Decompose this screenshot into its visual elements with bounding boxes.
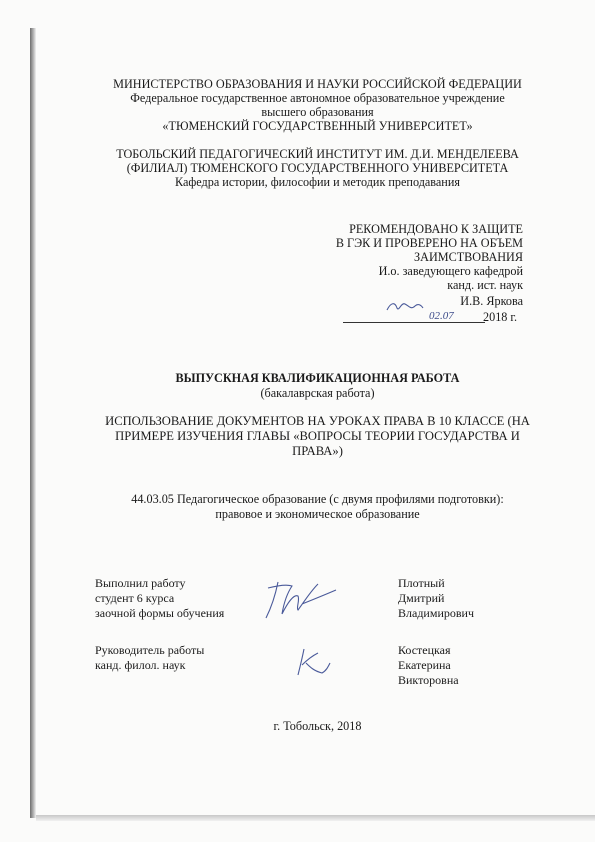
approver-signature-icon: [385, 296, 425, 316]
work-title: ВЫПУСКНАЯ КВАЛИФИКАЦИОННАЯ РАБОТА: [175, 371, 460, 385]
work-subtitle: (бакалаврская работа): [260, 386, 375, 400]
institute-line-2: (ФИЛИАЛ) ТЮМЕНСКОГО ГОСУДАРСТВЕННОГО УНИВЕРСИТЕТА: [126, 161, 509, 175]
institution-type-line-1: Федеральное государственное автономное образовательное учреждение: [130, 91, 505, 105]
author-first-name: Дмитрий: [398, 591, 445, 605]
scan-shadow-left: [30, 28, 36, 818]
program-line-1: 44.03.05 Педагогическое образование (с двумя профилями подготовки):: [131, 492, 504, 506]
program-line-2: правовое и экономическое образование: [215, 507, 420, 521]
topic-line-2: ПРИМЕРЕ ИЗУЧЕНИЯ ГЛАВЫ «ВОПРОСЫ ТЕОРИИ ГОСУДАРСТВА И: [115, 429, 520, 443]
institution-type-line-2: высшего образования: [261, 105, 374, 119]
ministry-title: МИНИСТЕРСТВО ОБРАЗОВАНИЯ И НАУКИ РОССИЙСКОЙ ФЕДЕРАЦИИ: [113, 77, 522, 91]
approval-degree: канд. ист. наук: [447, 278, 523, 292]
approval-handwritten-date: 02.07: [429, 310, 454, 322]
author-label-2: студент 6 курса: [95, 591, 175, 605]
city-year: г. Тобольск, 2018: [273, 719, 362, 733]
author-label-1: Выполнил работу: [95, 576, 186, 590]
author-label-3: заочной формы обучения: [95, 606, 225, 620]
author-signature-icon: [262, 578, 340, 622]
approval-position: И.о. заведующего кафедрой: [378, 264, 523, 278]
supervisor-patronymic: Викторовна: [398, 673, 459, 687]
approval-line-3: ЗАИМСТВОВАНИЯ: [414, 250, 523, 264]
institute-line-1: ТОБОЛЬСКИЙ ПЕДАГОГИЧЕСКИЙ ИНСТИТУТ ИМ. Д.И. МЕНДЕЛЕЕВА: [116, 147, 519, 161]
approval-name: И.В. Яркова: [460, 294, 523, 308]
supervisor-label-2: канд. филол. наук: [95, 658, 186, 672]
supervisor-first-name: Екатерина: [398, 658, 451, 672]
author-patronymic: Владимирович: [398, 606, 474, 620]
topic-line-1: ИСПОЛЬЗОВАНИЕ ДОКУМЕНТОВ НА УРОКАХ ПРАВА В 10 КЛАССЕ (НА: [105, 414, 530, 428]
university-name: «ТЮМЕНСКИЙ ГОСУДАРСТВЕННЫЙ УНИВЕРСИТЕТ»: [162, 119, 473, 133]
topic-line-3: ПРАВА»): [292, 444, 343, 458]
author-surname: Плотный: [398, 576, 445, 590]
approval-signature-line: [343, 322, 485, 323]
approval-line-1: РЕКОМЕНДОВАНО К ЗАЩИТЕ: [349, 222, 523, 236]
approval-year: 2018 г.: [483, 310, 518, 324]
approval-line-2: В ГЭК И ПРОВЕРЕНО НА ОБЪЕМ: [335, 236, 523, 250]
supervisor-signature-icon: [296, 647, 332, 677]
scan-shadow-bottom: [36, 815, 595, 821]
department-name: Кафедра истории, философии и методик преподавания: [175, 175, 460, 189]
supervisor-label-1: Руководитель работы: [95, 643, 205, 657]
supervisor-surname: Костецкая: [398, 643, 451, 657]
